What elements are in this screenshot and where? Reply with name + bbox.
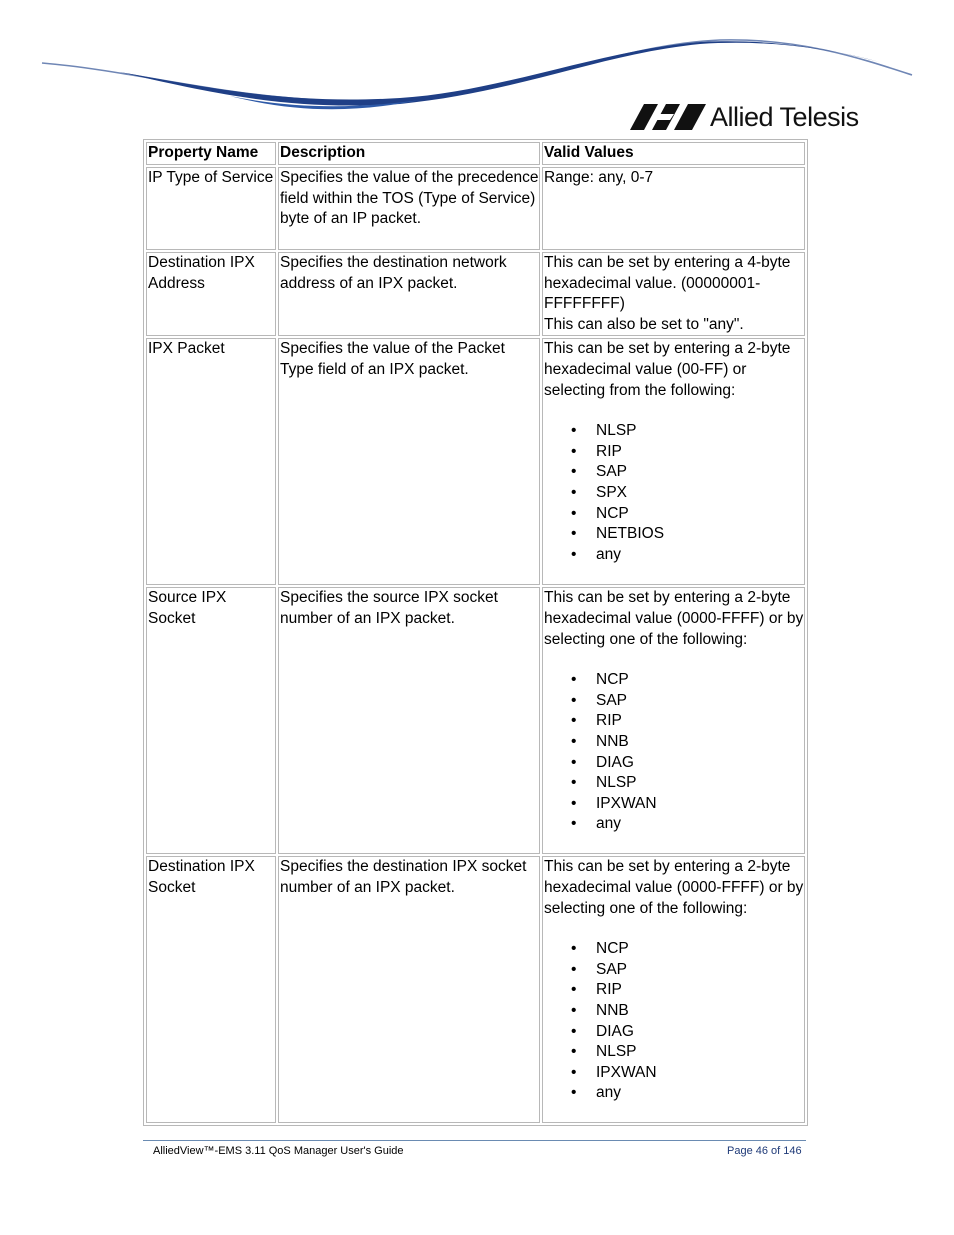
allied-telesis-logo [630,100,859,134]
list-item: • any [596,545,804,566]
list-item: • SAP [596,462,804,483]
valid-values-cell [542,252,805,336]
list-item: • RIP [596,711,804,732]
list-item: • NLSP [596,1042,804,1063]
table-row [146,587,805,854]
property-name-cell: IPX Packet [146,338,276,585]
logo-text: Allied Telesis [710,102,859,132]
valid-values-cell [542,167,805,250]
list-item: • any [596,814,804,835]
column-header-valid-values: Valid Values [542,142,805,165]
list-item: • NCP [596,504,804,525]
list-item: • NCP [596,670,804,691]
column-header-description: Description [278,142,540,165]
column-header-property-name: Property Name [146,142,276,165]
list-item: • SPX [596,483,804,504]
list-item: • NNB [596,732,804,753]
valid-values-text: This can be set by entering a 2-byte hexadecimal value (0000-FFFF) or by selecting one of the following: [544,589,804,648]
list-item: • IPXWAN [596,794,804,815]
valid-values-text: Range: any, 0-7 [544,169,654,186]
property-name-cell: IP Type of Service [146,167,276,250]
description-cell: Specifies the source IPX socket number of an IPX packet. [278,587,540,854]
description-cell: Specifies the value of the Packet Type field of an IPX packet. [278,338,540,585]
list-item: • DIAG [596,753,804,774]
list-item: • any [596,1083,804,1104]
description-cell: Specifies the destination network address of an IPX packet. [278,252,540,336]
description-cell: Specifies the destination IPX socket number of an IPX packet. [278,856,540,1123]
option-list [544,421,804,565]
list-item: • NLSP [596,421,804,442]
property-table [143,139,808,1126]
footer-document-title: AlliedView™-EMS 3.11 QoS Manager User's Guide [153,1145,404,1157]
footer-divider [143,1140,806,1141]
valid-values-text: This can also be set to "any". [544,315,744,333]
list-item: • IPXWAN [596,1063,804,1084]
valid-values-text: This can be set by entering a 2-byte hexadecimal value (00-FF) or selecting from the following: [544,340,791,399]
table-row [146,338,805,585]
valid-values-text: This can be set by entering a 2-byte hexadecimal value (0000-FFFF) or by selecting one of the following: [544,858,804,917]
table-row [146,167,805,250]
valid-values-cell [542,856,805,1123]
option-list [544,670,804,835]
list-item: • SAP [596,960,804,981]
list-item: • SAP [596,691,804,712]
allied-telesis-logo-mark-icon [630,104,706,130]
table-header-row [146,142,805,165]
valid-values-text: This can be set by entering a 4-byte hexadecimal value. (00000001-FFFFFFFF) [544,254,791,313]
list-item: • NNB [596,1001,804,1022]
list-item: • RIP [596,442,804,463]
list-item: • NCP [596,939,804,960]
table-row [146,856,805,1123]
property-name-cell: Destination IPX Socket [146,856,276,1123]
list-item: • DIAG [596,1022,804,1043]
property-name-cell: Source IPX Socket [146,587,276,854]
option-list [544,939,804,1104]
property-name-cell: Destination IPX Address [146,252,276,336]
valid-values-cell [542,338,805,585]
description-cell: Specifies the value of the precedence field within the TOS (Type of Service) byte of an IP packet. [278,167,540,250]
list-item: • NLSP [596,773,804,794]
list-item: • RIP [596,980,804,1001]
list-item: • NETBIOS [596,524,804,545]
table-row [146,252,805,336]
valid-values-cell [542,587,805,854]
footer-page-number: Page 46 of 146 [727,1145,802,1157]
